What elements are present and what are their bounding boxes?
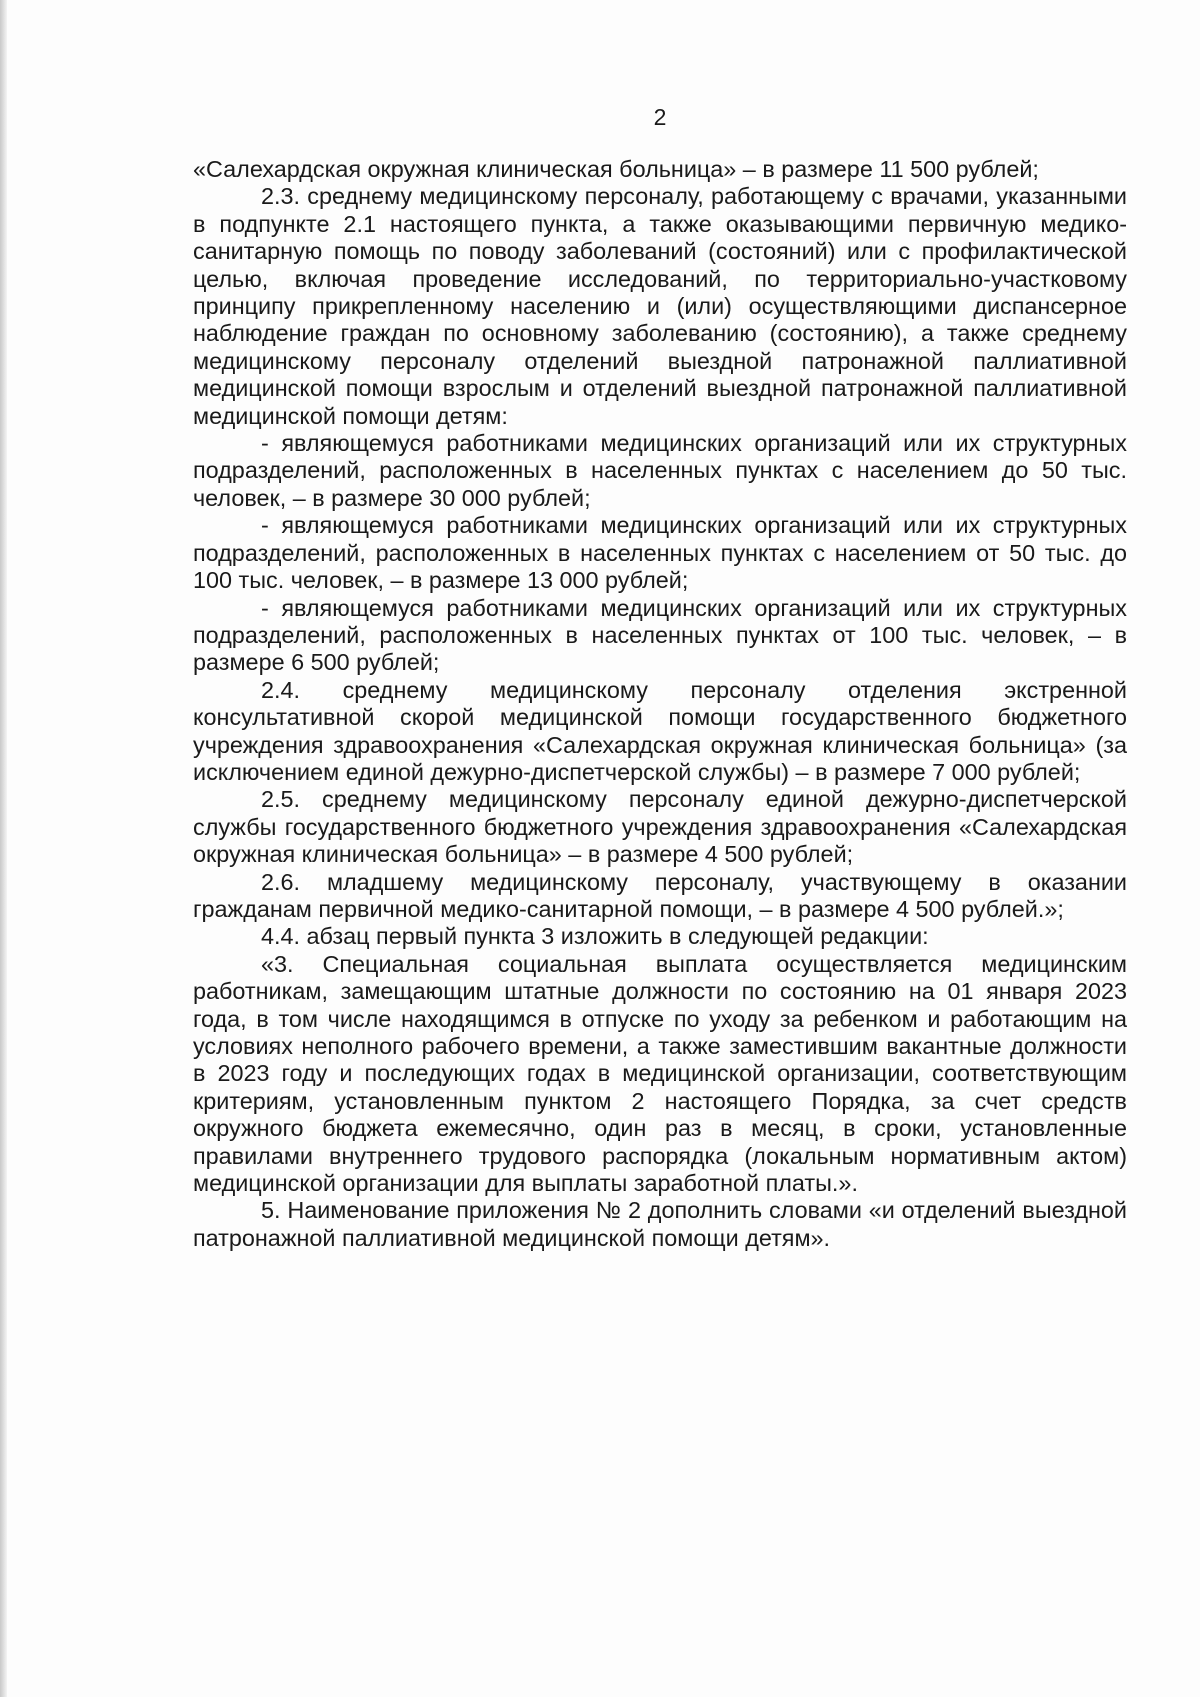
paragraph-item-4-4: 4.4. абзац первый пункта 3 изложить в следующей редакции: [261,923,929,950]
document-body [193,156,1127,1252]
paragraph-item-3-quote: «3. Специальная социальная выплата осуществляется медицинским работникам, замещающим штатные должности по состоянию на 01 января 2023 года, в том числе находящимся в отпуске по уходу за ребенком и работающим на условиях неполного рабочего времени, а также заместившим вакантные должности в 2023 году и последующих годах в медицинской организации, соответствующим критериям, установленным пунктом 2 настоящего Порядка, за счет средств окружного бюджета ежемесячно, один раз в месяц, в сроки, установленные правилами внутреннего трудового распорядка (локальным нормативным актом) медицинской организации для выплаты заработной платы.». [193,950,1127,1197]
paragraph-item-5: 5. Наименование приложения № 2 дополнить словами «и отделений выездной патронажной паллиативной медицинской помощи детям». [193,1197,1127,1251]
paragraph-continuation: «Салехардская окружная клиническая больница» – в размере 11 500 рублей; [193,156,1039,182]
paragraph-item-2-4: 2.4. среднему медицинскому персоналу отделения экстренной консультативной скорой медицинской помощи государственного бюджетного учреждения здравоохранения «Салехардская окружная клиническая больница» (за исключением единой дежурно-диспетчерской службы) – в размере 7 000 рублей; [193,676,1127,785]
paragraph-bullet-50k-100k: - являющемуся работниками медицинских организаций или их структурных подразделений, расположенных в населенных пунктах с населением от 50 тыс. до 100 тыс. человек, – в размере 13 000 рублей; [193,512,1127,594]
paragraph-bullet-over-100k: - являющемуся работниками медицинских организаций или их структурных подразделений, расположенных в населенных пунктах от 100 тыс. человек, – в размере 6 500 рублей; [193,594,1127,676]
page-number: 2 [653,104,667,130]
paragraph-item-2-3: 2.3. среднему медицинскому персоналу, работающему с врачами, указанными в подпункте 2.1 настоящего пункта, а также оказывающими первичную медико-санитарную помощь по поводу заболеваний (состояний) или с профилактической целью, включая проведение исследований, по территориально-участковому принципу прикрепленному населению и (или) осуществляющими диспансерное наблюдение граждан по основному заболеванию (состоянию), а также среднему медицинскому персоналу отделений выездной патронажной паллиативной медицинской помощи взрослым и отделений выездной патронажной паллиативной медицинской помощи детям: [193,183,1127,429]
paragraph-item-2-6: 2.6. младшему медицинскому персоналу, участвующему в оказании гражданам первичной медико-санитарной помощи, – в размере 4 500 рублей.»; [193,868,1127,922]
paragraph-item-2-5: 2.5. среднему медицинскому персоналу единой дежурно-диспетчерской службы государственного бюджетного учреждения здравоохранения «Салехардская окружная клиническая больница» – в размере 4 500 рублей; [193,786,1127,868]
scan-edge-shadow [0,0,7,1697]
paragraph-bullet-under-50k: - являющемуся работниками медицинских организаций или их структурных подразделений, расположенных в населенных пунктах с населением до 50 тыс. человек, – в размере 30 000 рублей; [193,430,1127,511]
